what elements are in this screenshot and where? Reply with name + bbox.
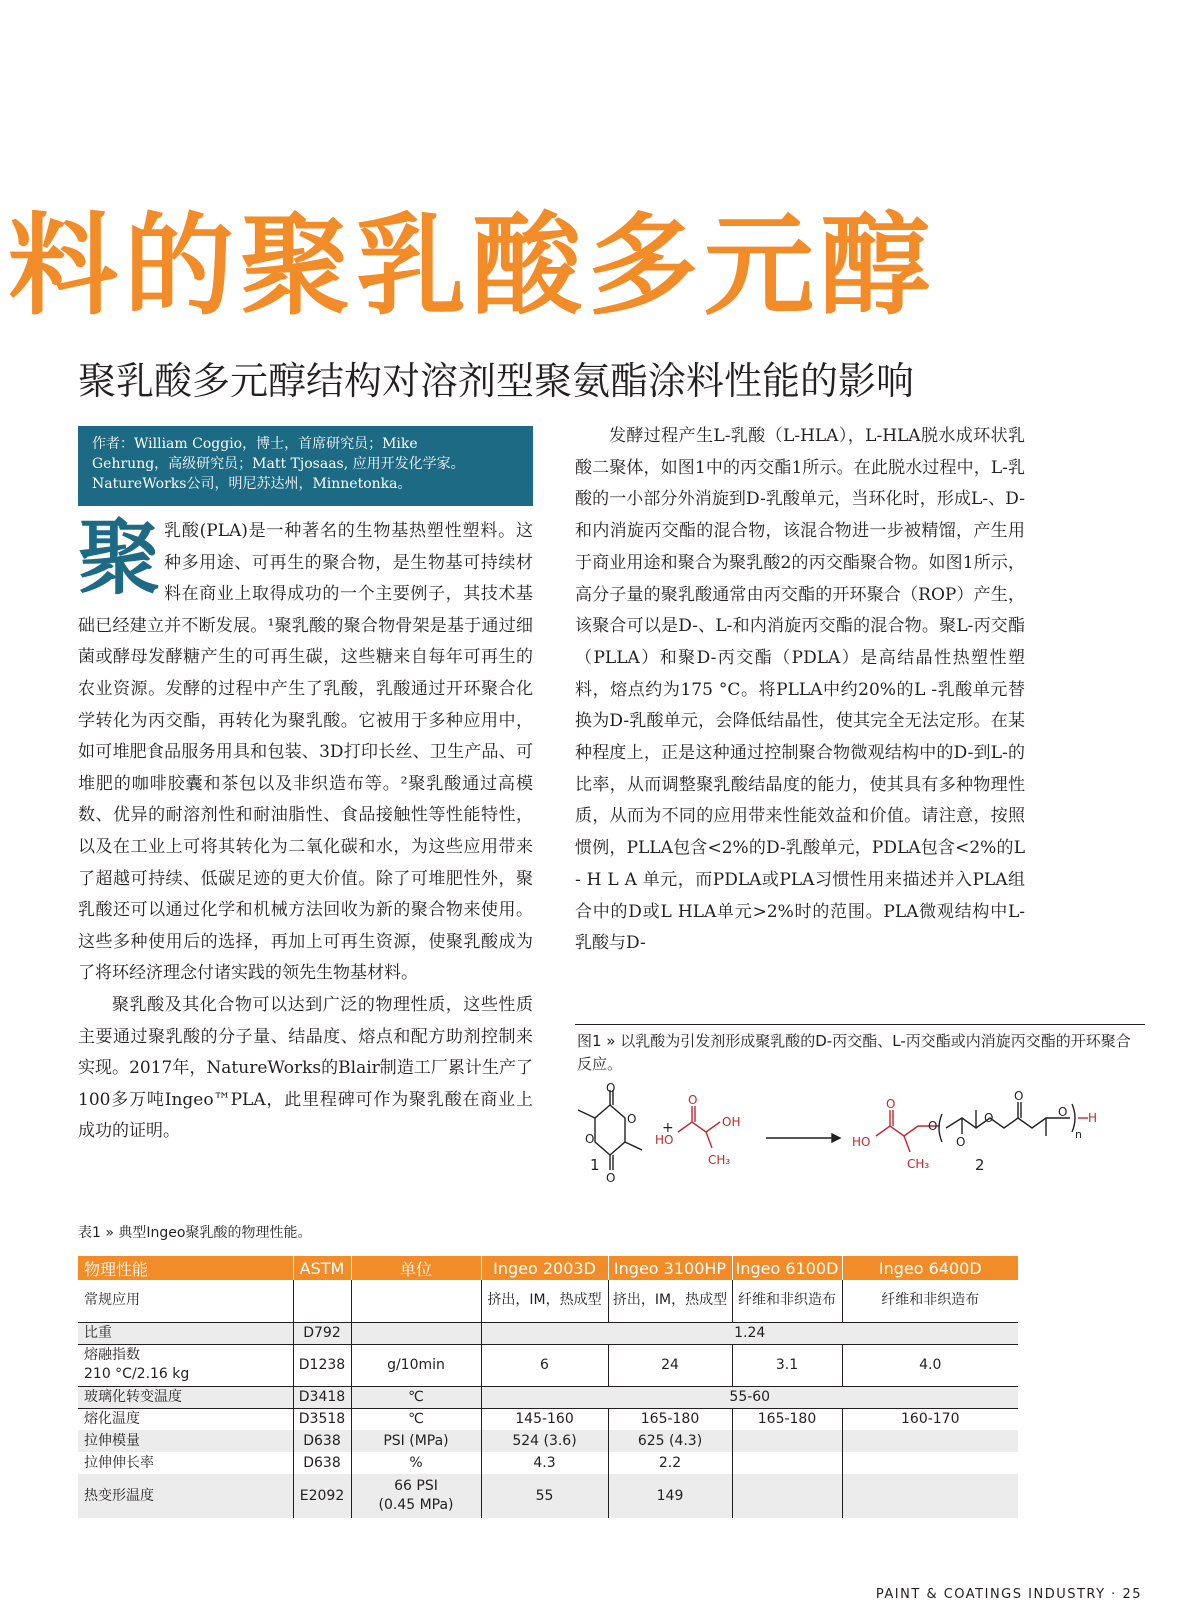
- body-paragraph: 发酵过程产生L-乳酸（L-HLA），L-HLA脱水成环状乳酸二聚体，如图1中的丙交酯1所示。在此脱水过程中，L-乳酸的一小部分外消旋到D-乳酸单元，当环化时，形成L-、D-和内消旋丙交酯的混合物，该混合物进一步被精馏，产生用于商业用途和聚合为聚乳酸2的丙交酯聚合物。如图1所示，高分子量的聚乳酸通常由丙交酯的开环聚合（ROP）产生，该聚合可以是D-、L-和内消旋丙交酯的混合物。聚L-丙交酯（PLLA）和聚D-丙交酯（PDLA）是高结晶性热塑性塑料，熔点约为175 °C。将PLLA中约20%的L -乳酸单元替换为D-乳酸单元，会降低结晶性，使其完全无法定形。在某种程度上，正是这种通过控制聚合物微观结构中的D-到L-的比率，从而调整聚乳酸结晶度的能力，使其具有多种物理性质，从而为不同的应用带来性能效益和价值。请注意，按照惯例，PLLA包含<2%的D-乳酸单元，PDLA包含<2%的L - H L A 单元，而PDLA或PLA习惯性用来描述并入PLA组合中的D或L HLA单元>2%时的范围。PLA微观结构中L-乳酸与D-: [575, 426, 1025, 954]
- compound-label-1: 1: [590, 1156, 600, 1174]
- astm-cell: D3518: [293, 1408, 351, 1430]
- right-column: [575, 421, 1025, 960]
- table-row: [78, 1452, 1018, 1474]
- table-row: [78, 1386, 1018, 1408]
- row-label: 比重: [78, 1322, 293, 1344]
- row-label: 拉伸模量: [78, 1430, 293, 1452]
- column-header: ASTM: [293, 1256, 351, 1280]
- atom-ho: HO: [655, 1133, 674, 1147]
- unit-cell: [351, 1474, 481, 1518]
- body-paragraph: 乳酸(PLA)是一种著名的生物基热塑性塑料。这种多用途、可再生的聚合物，是生物基可持续材料在商业上取得成功的一个主要例子，其技术基础已经建立并不断发展。¹聚乳酸的聚合物骨架是基于通过细菌或酵母发酵糖产生的可再生碳，这些糖来自每年可再生的农业资源。发酵的过程中产生了乳酸，乳酸通过开环聚合化学转化为丙交酯，再转化为聚乳酸。它被用于多种应用中，如可堆肥食品服务用具和包装、3D打印长丝、卫生产品、可堆肥的咖啡胶囊和茶包以及非织造布等。²聚乳酸通过高模数、优异的耐溶剂性和耐油脂性、食品接触性等性能特性，以及在工业上可将其转化为二氧化碳和水，为这些应用带来了超越可持续、低碳足迹的更大价值。除了可堆肥性外，聚乳酸还可以通过化学和机械方法回收为新的聚合物来使用。这些多种使用后的选择，再加上可再生资源，使聚乳酸成为了将环经济理念付诸实践的领先生物基材料。: [78, 521, 533, 984]
- plus-sign: +: [662, 1120, 674, 1136]
- table-caption: 表1 » 典型Ingeo聚乳酸的物理性能。: [78, 1225, 312, 1241]
- atom-ch3: CH₃: [708, 1153, 731, 1167]
- row-sublabel: 210 °C/2.16 kg: [84, 1366, 190, 1382]
- value-cell: [732, 1452, 842, 1474]
- unit-cell: ℃: [351, 1408, 481, 1430]
- atom-o: O: [627, 1112, 637, 1126]
- article-subtitle: 聚乳酸多元醇结构对溶剂型聚氨酯涂料性能的影响: [78, 359, 915, 403]
- atom-h: H: [1088, 1111, 1098, 1125]
- table-row: [78, 1430, 1018, 1452]
- table-row: [78, 1408, 1018, 1430]
- atom-ho: HO: [852, 1135, 871, 1149]
- figure-caption: 图1 » 以乳酸为引发剂形成聚乳酸的D-丙交酯、L-丙交酯或内消旋丙交酯的开环聚合反应。: [577, 1032, 1131, 1073]
- reaction-scheme: [570, 1080, 1110, 1200]
- table-row: [78, 1474, 1018, 1518]
- value-cell: [732, 1474, 842, 1518]
- row-label: 常规应用: [78, 1280, 293, 1322]
- value-cell: [842, 1430, 1018, 1452]
- column-header: Ingeo 3100HP: [608, 1256, 732, 1280]
- atom-ch3: CH₃: [907, 1157, 930, 1171]
- author-line: NatureWorks公司，明尼苏达州，Minnetonka。: [92, 476, 412, 492]
- left-column: [78, 511, 533, 1148]
- astm-cell: E2092: [293, 1474, 351, 1518]
- page-footer: PAINT & COATINGS INDUSTRY · 25: [875, 1587, 1142, 1602]
- atom-o: O: [1058, 1105, 1068, 1119]
- author-line: 作者：William Coggio，博士，首席研究员；Mike: [92, 436, 418, 452]
- astm-cell: D638: [293, 1452, 351, 1474]
- author-box: [78, 426, 533, 506]
- atom-oh: OH: [722, 1115, 741, 1129]
- value-cell: 挤出，IM，热成型: [608, 1280, 732, 1322]
- atom-o: O: [688, 1093, 698, 1107]
- figure-rule: [575, 1024, 1145, 1025]
- atom-o: O: [1014, 1089, 1024, 1103]
- row-label: 热变形温度: [78, 1474, 293, 1518]
- atom-o: O: [984, 1111, 994, 1125]
- unit-cell: %: [351, 1452, 481, 1474]
- column-header: Ingeo 6100D: [732, 1256, 842, 1280]
- drop-cap: 聚: [78, 511, 161, 606]
- table-row: [78, 1280, 1018, 1322]
- table-row: [78, 1322, 1018, 1344]
- properties-table: [78, 1256, 1018, 1518]
- value-cell: 4.3: [481, 1452, 608, 1474]
- repeat-subscript-n: n: [1075, 1128, 1082, 1141]
- astm-cell: D1238: [293, 1344, 351, 1386]
- value-cell: 625 (4.3): [608, 1430, 732, 1452]
- value-cell: 55: [481, 1474, 608, 1518]
- row-label-cell: [78, 1344, 293, 1386]
- row-label: 拉伸伸长率: [84, 1454, 154, 1471]
- column-header: 单位: [351, 1256, 481, 1280]
- atom-o: O: [886, 1097, 896, 1111]
- author-line: Gehrung，高级研究员；Matt Tjosaas, 应用开发化学家。: [92, 456, 465, 472]
- atom-o: O: [606, 1081, 616, 1095]
- value-cell: 149: [608, 1474, 732, 1518]
- unit-cell: g/10min: [351, 1344, 481, 1386]
- value-cell: [842, 1474, 1018, 1518]
- lactic-acid-structure: [678, 1106, 720, 1148]
- value-cell: 160-170: [842, 1408, 1018, 1430]
- table-header-row: [78, 1256, 1018, 1280]
- astm-cell: D792: [293, 1322, 351, 1344]
- column-header: Ingeo 6400D: [842, 1256, 1018, 1280]
- value-cell: 4.0: [842, 1344, 1018, 1386]
- astm-cell: [293, 1280, 351, 1322]
- value-cell: 纤维和非织造布: [842, 1280, 1018, 1322]
- atom-o: O: [606, 1171, 616, 1185]
- row-label: 熔融指数: [84, 1347, 140, 1363]
- value-cell: 纤维和非织造布: [732, 1280, 842, 1322]
- column-header: Ingeo 2003D: [481, 1256, 608, 1280]
- value-cell: [842, 1452, 1018, 1474]
- unit-cell: [351, 1280, 481, 1322]
- merged-value-cell: 55-60: [481, 1386, 1018, 1408]
- unit-cell: [351, 1322, 481, 1344]
- atom-o: O: [585, 1132, 595, 1146]
- atom-o: O: [928, 1119, 938, 1133]
- value-cell: 165-180: [608, 1408, 732, 1430]
- unit-cell: ℃: [351, 1386, 481, 1408]
- value-cell: 524 (3.6): [481, 1430, 608, 1452]
- unit-line: (0.45 MPa): [378, 1497, 454, 1513]
- table-row: [78, 1344, 1018, 1386]
- body-paragraph: 聚乳酸及其化合物可以达到广泛的物理性质，这些性质主要通过聚乳酸的分子量、结晶度、熔点和配方助剂控制来实现。2017年，NatureWorks的Blair制造工厂累计生产了100多万吨Ingeo™PLA，此里程碑可作为聚乳酸在商业上成功的证明。: [78, 994, 533, 1142]
- compound-label-2: 2: [975, 1156, 985, 1174]
- page-title: 料的聚乳酸多元醇: [8, 202, 936, 330]
- value-cell: 挤出，IM，热成型: [481, 1280, 608, 1322]
- unit-cell: PSI (MPa): [351, 1430, 481, 1452]
- value-cell: 3.1: [732, 1344, 842, 1386]
- atom-o: O: [956, 1135, 966, 1149]
- value-cell: 2.2: [608, 1452, 732, 1474]
- value-cell: [732, 1430, 842, 1452]
- row-label: 熔化温度: [84, 1410, 140, 1427]
- astm-cell: D638: [293, 1430, 351, 1452]
- value-cell: 24: [608, 1344, 732, 1386]
- column-header: 物理性能: [78, 1256, 293, 1280]
- value-cell: 6: [481, 1344, 608, 1386]
- row-label: 玻璃化转变温度: [78, 1386, 293, 1408]
- merged-value-cell: 1.24: [481, 1322, 1018, 1344]
- unit-line: 66 PSI: [394, 1478, 438, 1494]
- astm-cell: D3418: [293, 1386, 351, 1408]
- reaction-arrow: [766, 1134, 840, 1142]
- lactide-structure: [578, 1090, 642, 1170]
- value-cell: 145-160: [481, 1408, 608, 1430]
- value-cell: 165-180: [732, 1408, 842, 1430]
